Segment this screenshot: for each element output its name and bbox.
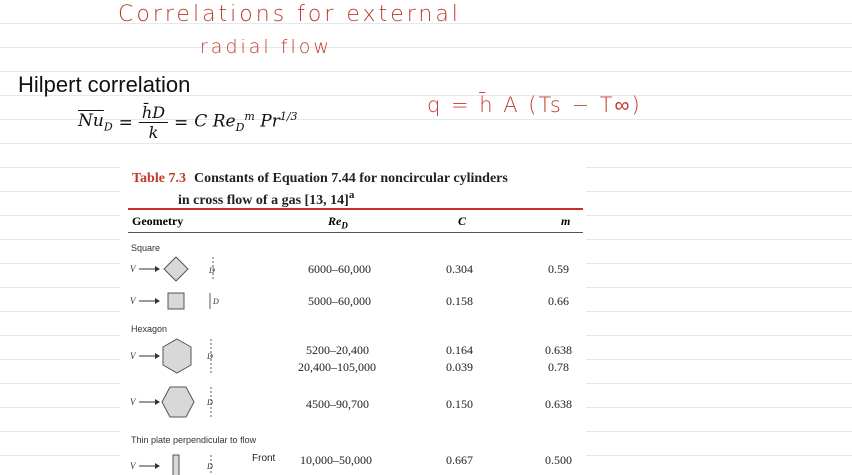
handwritten-title-line2: radial flow [200,36,332,58]
group-label-hexagon: Hexagon [131,324,168,334]
row-6-front-label: Front [252,453,276,464]
row-4-c: 0.039 [446,360,473,374]
row-6-m: 0.500 [545,453,572,467]
svg-text:D: D [209,266,215,275]
row-1-re: 6000–60,000 [308,262,371,276]
row-3-m: 0.638 [545,343,572,357]
svg-text:D: D [207,398,213,407]
row-4-re: 20,400–105,000 [298,360,376,374]
row-2-m: 0.66 [548,294,569,308]
handwritten-heat-equation: q = h̄ A (Ts − T∞) [427,93,642,117]
row-4-m: 0.78 [548,360,569,374]
row-6-c: 0.667 [446,453,473,467]
svg-text:D: D [213,297,219,306]
thin-plate-icon [128,449,228,475]
col-header-c: C [458,214,467,228]
row-5-c: 0.150 [446,397,473,411]
hilpert-formula: $\overline{Nu}_D$ = $\frac{h̄D}{k}$ = C $Re_D^m$ $Pr^{1/3}$ [78,103,298,142]
group-label-thin-plate: Thin plate perpendicular to flow [131,435,257,445]
row-5-m: 0.638 [545,397,572,411]
formula-rhs: C $Re_D^m$ $Pr^{1/3}$ [194,110,298,135]
row-1-c: 0.304 [446,262,473,276]
constants-table [120,161,586,475]
row-1-m: 0.59 [548,262,569,276]
hexagon-vertical-icon [128,335,228,379]
svg-text:V: V [130,397,136,407]
formula-fraction: $\frac{h̄D}{k}$ [139,103,168,142]
row-2-re: 5000–60,000 [308,294,371,308]
handwritten-title-line1: Correlations for external [118,2,461,27]
row-6-re: 10,000–50,000 [300,453,372,467]
table-label: Table 7.3 [132,171,186,186]
group-label-square: Square [131,243,161,253]
diamond-square-icon [128,251,228,287]
col-header-re: $Re_D$ [328,214,348,231]
row-5-re: 4500–90,700 [306,397,369,411]
table-header-row [128,210,583,233]
section-heading: Hilpert correlation [18,72,191,97]
col-header-geometry: Geometry [132,214,184,228]
formula-lhs: $\overline{Nu}_D$ [78,111,113,134]
table-caption: Table 7.3 Constants of Equation 7.44 for noncircular cylinders in cross flow of a gas [13, 14]$^a$ [132,171,508,208]
col-header-m: m [561,214,571,228]
svg-text:D: D [207,462,213,471]
svg-text:V: V [130,296,136,306]
svg-text:V: V [130,461,136,471]
svg-text:V: V [130,264,136,274]
hexagon-horizontal-icon [128,383,228,423]
square-icon [128,288,228,318]
row-2-c: 0.158 [446,294,473,308]
svg-text:V: V [130,351,136,361]
svg-text:D: D [207,352,213,361]
row-3-re: 5200–20,400 [306,343,369,357]
row-3-c: 0.164 [446,343,473,357]
